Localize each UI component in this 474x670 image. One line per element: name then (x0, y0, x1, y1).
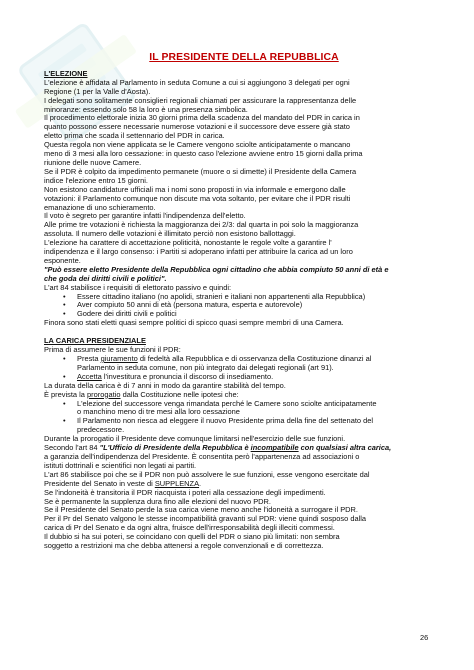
constitution-quote-line: "Può essere eletto Presidente della Repubblica ogni cittadino che abbia compiuto 50 anni di età e (44, 264, 389, 274)
list-item: • Godere dei diritti civili e politici (77, 310, 444, 319)
article-quote: "L'Ufficio di Presidente della Repubblica è incompatibile con qualsiasi altra carica, (99, 443, 392, 453)
paragraph-line: Finora sono stati eletti quasi sempre politici di spicco quasi sempre membri di una Camera. (44, 318, 344, 328)
paragraph-line: L'art 84 stabilisce i requisiti di elettorato passivo e quindi: (44, 282, 232, 292)
page-number: 26 (420, 633, 429, 642)
paragraph-line: meno di 3 mesi alla loro cessazione: in questo caso l'elezione avviene entro 15 giorni dalla prima (44, 149, 363, 159)
paragraph-line: Questa regola non viene applicata se le Camere vengono sciolte anticipatamente o mancano (44, 140, 351, 150)
list-item: • Aver compiuto 50 anni di età (persona matura, esperta e autorevole) (77, 301, 444, 310)
paragraph-line: Se il PDR è colpito da impedimento permanete (muore o si dimette) il Presidente della Camera (44, 166, 357, 176)
paragraph-line: minoranze: essendo solo 58 la loro è una presenza simbolica. (44, 104, 248, 114)
paragraph-line: Il voto è segreto per garantire infatti l'indipendenza dell'eletto. (44, 211, 246, 221)
paragraph-line: Secondo l'art 84 "L'Ufficio di Presidente della Repubblica è incompatibile con qualsiasi altra carica, (44, 443, 392, 453)
paragraph-line: eletto prima che scada il settennario del PDR in carica. (44, 131, 225, 141)
paragraph-line: Regione (1 per la Valle d'Aosta). (44, 86, 151, 96)
duties-list (44, 355, 444, 382)
paragraph-line: Il procedimento elettorale inizia 30 giorni prima della scadenza del mandato del PDR in carica in (44, 113, 360, 123)
paragraph-line: La durata della carica è di 7 anni in modo da garantire stabilità del tempo. (44, 380, 286, 390)
paragraph-line: Per il Pr del Senato valgono le stesse incompatibilità gravanti sul PDR: viene quindi sosposo dalla (44, 514, 367, 524)
case-text: Il Parlamento non riesca ad eleggere il nuovo Presidente prima della fine del settenato del predecessore. (77, 416, 374, 435)
requirements-list (44, 293, 444, 320)
prorogatio-term: prorogatio (87, 389, 121, 399)
paragraph-line: Non esistono candidature ufficiali ma i nomi sono proposti in via informale e emergono dalle (44, 184, 346, 194)
paragraph-line: esponente. (44, 255, 81, 265)
section-heading-carica: LA CARICA PRESIDENZIALE (44, 336, 146, 346)
page-title: IL PRESIDENTE DELLA REPUBBLICA (149, 52, 339, 63)
list-item (77, 417, 444, 435)
paragraph-line: L'art 86 stabilisce poi che se il PDR non può assolvere le sue funzioni, esse vengono esercitate dal (44, 469, 370, 479)
paragraph-line: Prima di assumere le sue funzioni il PDR: (44, 345, 181, 355)
paragraph-line: quanto possono essere necessarie numerose votazioni e il successore deve essere già stato (44, 122, 350, 132)
prorogatio-cases-list (44, 400, 444, 436)
paragraph-line: istituti dottrinali e scientifici non legati ai partiti. (44, 460, 197, 470)
duty-text: Accetta l'investitura e pronuncia il discorso di insediamento. (77, 371, 274, 381)
paragraph-line: Se è permanente la supplenza dura fino alle elezioni del nuovo PDR. (44, 496, 271, 506)
paragraph-line: riunione delle nuove Camere. (44, 157, 142, 167)
paragraph-line: Alle prime tre votazioni è richiesta la maggioranza dei 2/3: dal quarta in poi solo la maggioranza (44, 220, 359, 230)
paragraph-line: Se il Presidente del Senato perde la sua carica viene meno anche l'idoneità a surrogare il PDR. (44, 505, 358, 515)
section-heading-elezione: L'ELEZIONE (44, 68, 88, 78)
paragraph-line: indice l'elezione entro 15 giorni. (44, 175, 148, 185)
list-item (77, 373, 444, 382)
text-span: È prevista la (44, 389, 87, 399)
paragraph-line: L'elezione è affidata al Parlamento in seduta Comune a cui si aggiungono 3 delegati per ogni (44, 77, 350, 87)
document-body (44, 54, 444, 551)
paragraph-line: assoluta. Il numero delle votazioni è illimitato perciò non esistono ballottaggi. (44, 229, 296, 239)
paragraph-line: soggetto a restrizioni ma che debba attenersi a regole convenzionali e di correttezza. (44, 541, 324, 551)
paragraph-line: Presidente del Senato in veste di SUPPLENZA. (44, 478, 202, 488)
text-span: dalla Costituzione nelle ipotesi che: (120, 389, 239, 399)
paragraph-line: carica di Pr del Senato e da ogni altra, fruisce dell'irresponsabilità degli illeciti commessi. (44, 523, 335, 533)
duty-text: Presta giuramento di fedeltà alla Repubblica e di osservanza della Costituzione dinanzi al Parlamento in seduta comune, non più integrato dai delegati regionali (art 91). (77, 354, 372, 372)
paragraph-line: a garanzia dell'indipendenza del Presidente. È consentita però l'appartenenza ad associazioni o (44, 451, 360, 461)
paragraph-line: Il dubbio si ha sui poteri, se coincidano con quelli del PDR o siano più limitati: non sembra (44, 532, 340, 542)
paragraph-line: emanazione di uno schieramento. (44, 202, 156, 212)
paragraph-line: Durante la prorogatio il Presidente deve comunque limitarsi nell'esercizio delle sue funzioni. (44, 434, 346, 444)
paragraph-line: I delegati sono solitamente consiglieri regionali chiamati per assicurare la rappresentanza delle (44, 95, 357, 105)
paragraph-line: L'elezione ha carattere di accettazione politicità, nonostante le regole volte a garantire l' (44, 238, 332, 248)
paragraph-line: indipendenza e il largo consenso: i Partiti si adoperano infatti per attribuire la carica ad un loro (44, 247, 353, 257)
paragraph-line: votazioni: il Parlamento comunque non discute ma vota soltanto, per evitare che il PDR risulti (44, 193, 351, 203)
constitution-quote-line: che goda dei diritti civili e politici". (44, 273, 167, 283)
underlined-term: giuramento (100, 354, 138, 363)
list-item (77, 355, 444, 373)
underlined-term: Accetta (77, 371, 102, 381)
underlined-term: SUPPLENZA (154, 478, 200, 488)
list-item (77, 400, 444, 418)
paragraph-line: Se l'indoneità è transitoria il PDR riacquista i poteri alla cessazione degli impedimenti. (44, 487, 326, 497)
case-text: L'elezione del successore venga rimandata perché le Camere sono sciolte anticipatamente o manchino meno di tre mesi alla loro cessazione (77, 398, 377, 417)
list-item: • Essere cittadino italiano (no apolidi, stranieri e italiani non appartenenti alla Repubblica) (77, 293, 444, 302)
underlined-term: incompatibile (250, 443, 299, 453)
